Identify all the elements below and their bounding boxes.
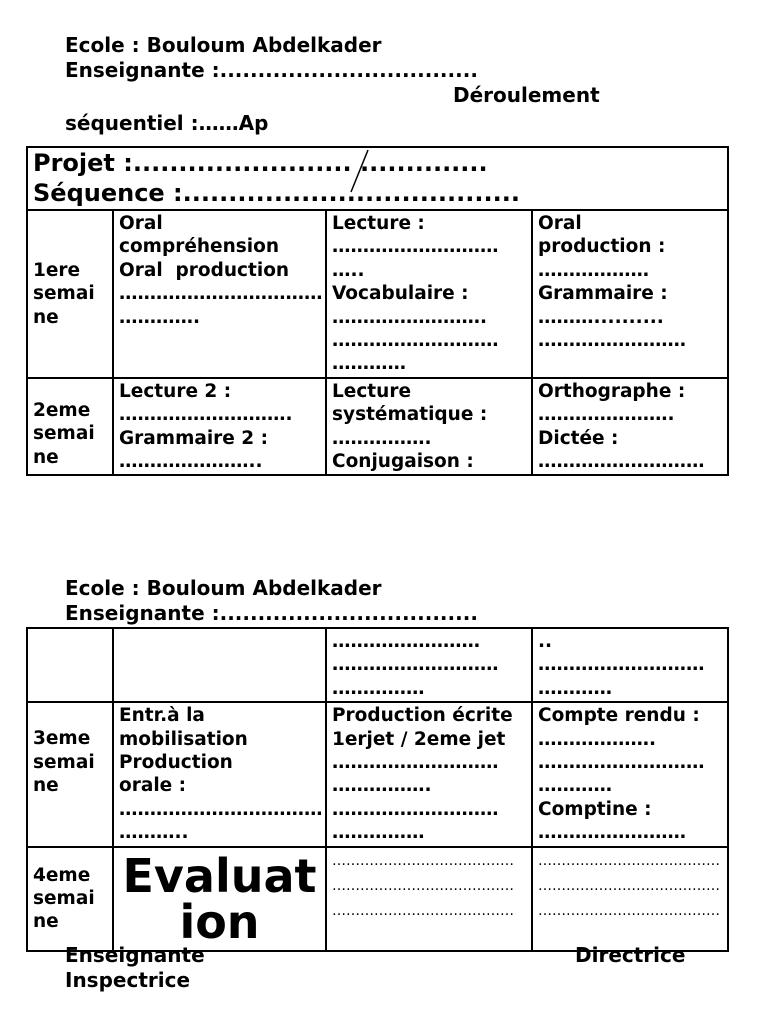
project-label: Projet :........................ .............. <box>33 149 488 177</box>
sequence-label: Séquence :..................................... <box>33 179 520 207</box>
cell-text-line: ne <box>33 911 59 933</box>
week-4-notes-cell-a <box>326 847 532 951</box>
cell-text-line: ………………………………… <box>538 877 720 894</box>
cell-text-line: ……………. <box>332 775 432 797</box>
cell-text-line: …………………………… <box>119 283 323 305</box>
empty-week-cell <box>27 628 113 702</box>
cell-text-line: …………… <box>332 822 425 844</box>
cell-text-line: Vocabulaire : <box>332 283 469 305</box>
cell-text-line: orale : <box>119 775 187 797</box>
signature-director: Directrice <box>575 943 686 967</box>
cell-text-line: Compte rendu : <box>538 705 700 727</box>
week-2-label <box>27 378 113 476</box>
cell-text-line: ……….......... <box>538 306 664 328</box>
cell-text-line: ……………………… <box>332 236 499 258</box>
week-4-label <box>27 847 113 951</box>
cell-text-line: Dictée : <box>538 427 619 449</box>
week-1-production-cell <box>532 210 728 378</box>
cell-text-line: ………………………………… <box>332 852 514 869</box>
week-1-oral-cell <box>113 210 326 378</box>
week-1-reading-cell <box>326 210 532 378</box>
cell-text-line: 2eme <box>33 399 91 421</box>
week-3-label <box>27 702 113 846</box>
cell-text-line: ……………………. <box>332 306 488 328</box>
cell-text-line: Orthographe : <box>538 380 686 402</box>
cell-text-line: systématique : <box>332 404 488 426</box>
cell-text-line: ………… <box>332 353 406 375</box>
cell-text-line: Oral production <box>119 259 290 281</box>
cell-text-line: production : <box>538 236 666 258</box>
week-4-row <box>27 847 728 951</box>
week-1-row <box>27 210 728 378</box>
cell-text-line: ……….. <box>119 822 189 844</box>
cell-text-line: Entr.à la <box>119 705 205 727</box>
evaluation-label: Evaluation <box>122 848 317 949</box>
cell-text-line: ne <box>33 775 59 797</box>
cell-text-line: Grammaire : <box>538 283 668 305</box>
week-4-notes-cell-b <box>532 847 728 951</box>
cell-text-line: Lecture 2 : <box>119 380 232 402</box>
cell-text-line: compréhension <box>119 236 279 258</box>
cell-text-line: Lecture <box>332 380 411 402</box>
cell-text-line: …………………… <box>538 330 686 352</box>
cell-text-line: ……………………… <box>538 451 705 473</box>
cell-text-line: ……………………… <box>332 330 499 352</box>
cell-text-line: ……………………… <box>332 654 499 676</box>
signature-teacher: Enseignante <box>65 943 205 967</box>
cell-text-line: ………… <box>538 775 612 797</box>
cell-text-line: 4eme <box>33 864 91 886</box>
school-name-1: Ecole : Bouloum Abdelkader <box>65 33 382 57</box>
cell-text-line: ………………. <box>538 728 657 750</box>
cell-text-line: ….. <box>332 259 365 281</box>
cell-text-line: semai <box>33 423 95 445</box>
cell-text-line: Oral <box>538 213 582 234</box>
continuation-row <box>27 628 728 702</box>
cell-text-line: semai <box>33 283 95 305</box>
document-title: Déroulement <box>453 83 600 107</box>
cell-text-line: Conjugaison : <box>332 451 474 473</box>
cell-text-line: .. <box>538 631 553 652</box>
weekly-plan-table-1 <box>26 146 729 476</box>
cell-text-line: ne <box>33 306 59 328</box>
cell-text-line: 3eme <box>33 728 91 750</box>
cell-text-line: ………… <box>538 677 612 699</box>
week-2-systematic-cell <box>326 378 532 476</box>
week-3-row <box>27 702 728 846</box>
continuation-cell-b <box>532 628 728 702</box>
cell-text-line: …………………………… <box>119 798 323 820</box>
cell-text-line: …………… <box>332 677 425 699</box>
cell-text-line: Lecture : <box>332 213 425 234</box>
cell-text-line: semai <box>33 751 95 773</box>
cell-text-line: 1ere <box>33 259 81 281</box>
cell-text-line: ne <box>33 446 59 468</box>
cell-text-line: ……………………… <box>538 752 705 774</box>
empty-activity-cell <box>113 628 326 702</box>
cell-text-line: ……………………… <box>538 654 705 676</box>
week-2-spelling-cell <box>532 378 728 476</box>
week-3-writing-cell <box>326 702 532 846</box>
cell-text-line: mobilisation <box>119 728 248 750</box>
cell-text-line: ………………….. <box>119 451 263 473</box>
cell-text-line: …………………… <box>332 631 480 652</box>
cell-text-line: semai <box>33 887 95 909</box>
teacher-line-2: Enseignante :.................................. <box>65 601 478 625</box>
week-2-row <box>27 378 728 476</box>
cell-text-line: ……………. <box>332 427 432 449</box>
cell-text-line: Production écrite <box>332 705 513 727</box>
week-3-report-cell <box>532 702 728 846</box>
cell-text-line: Production <box>119 752 233 774</box>
cell-text-line: …………………. <box>538 404 675 426</box>
project-cell <box>27 147 728 210</box>
signature-inspector: Inspectrice <box>65 968 191 992</box>
cell-text-line: ………………………………… <box>538 852 720 869</box>
week-3-mobilisation-cell <box>113 702 326 846</box>
cell-text-line: …………………… <box>538 822 686 844</box>
cell-text-line: ………………………………… <box>332 877 514 894</box>
cell-text-line: ……………… <box>538 259 649 281</box>
sequence-line: séquentiel :……Ap <box>65 111 269 135</box>
weekly-plan-table-2 <box>26 627 729 952</box>
cell-text-line: ………………………. <box>119 404 293 426</box>
continuation-cell-a <box>326 628 532 702</box>
evaluation-cell <box>113 847 326 951</box>
cell-text-line: Comptine : <box>538 798 652 820</box>
cell-text-line: Grammaire 2 : <box>119 427 268 449</box>
school-name-2: Ecole : Bouloum Abdelkader <box>65 576 382 600</box>
cell-text-line: …………. <box>119 306 201 328</box>
cell-text-line: Oral <box>119 213 163 234</box>
slash-mark <box>346 148 376 198</box>
week-2-reading-cell <box>113 378 326 476</box>
cell-text-line: 1erjet / 2eme jet <box>332 728 506 750</box>
cell-text-line: ………………………………… <box>538 902 720 919</box>
teacher-line-1: Enseignante :.................................. <box>65 58 478 82</box>
cell-text-line: ……………………… <box>332 752 499 774</box>
cell-text-line: ……………………… <box>332 798 499 820</box>
cell-text-line: ………………………………… <box>332 902 514 919</box>
week-1-label <box>27 210 113 378</box>
